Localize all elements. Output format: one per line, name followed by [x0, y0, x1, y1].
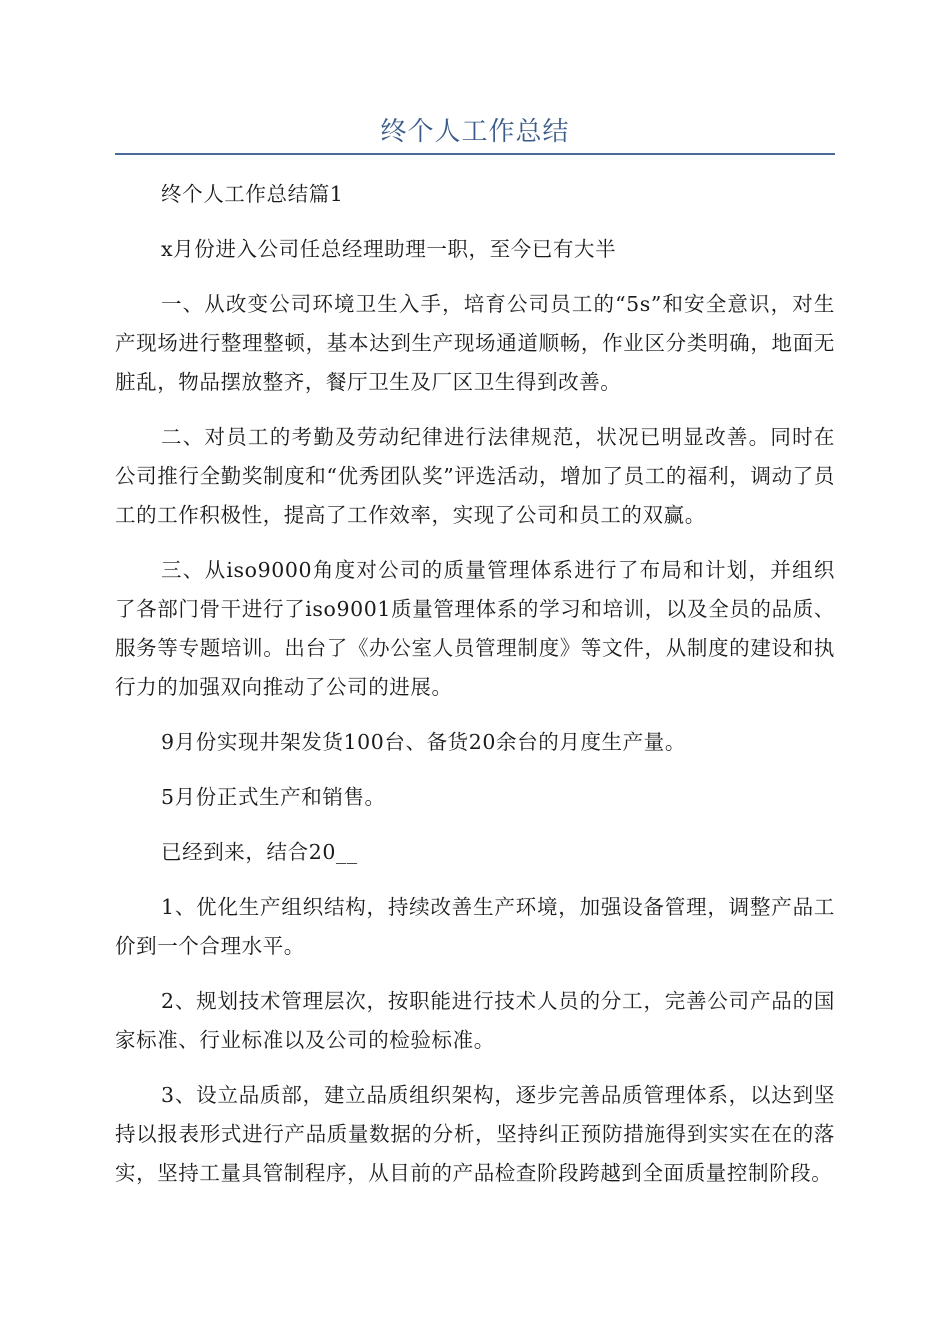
paragraph: 已经到来，结合20__	[161, 840, 358, 864]
title-underline	[115, 153, 835, 155]
paragraph: x月份进入公司任总经理助理一职，至今已有大半	[161, 237, 617, 261]
paragraph: 二、对员工的考勤及劳动纪律进行法律规范，状况已明显改善。同时在公司推行全勤奖制度和“优秀团队奖”评选活动，增加了员工的福利，调动了员工的工作积极性，提高了工作效率，实现了公司和员工的双赢。	[115, 425, 835, 527]
paragraph: 5月份正式生产和销售。	[161, 785, 386, 809]
list-item: 2、规划技术管理层次，按职能进行技术人员的分工，完善公司产品的国家标准、行业标准以及公司的检验标准。	[115, 989, 835, 1052]
list-item: 1、优化生产组织结构，持续改善生产环境，加强设备管理，调整产品工价到一个合理水平。	[115, 895, 835, 958]
paragraph: 三、从iso9000角度对公司的质量管理体系进行了布局和计划，并组织了各部门骨干进行了iso9001质量管理体系的学习和培训，以及全员的品质、服务等专题培训。出台了《办公室人员管理制度》等文件，从制度的建设和执行力的加强双向推动了公司的进展。	[115, 558, 835, 699]
section-heading: 终个人工作总结篇1	[161, 182, 344, 206]
paragraph: 一、从改变公司环境卫生入手，培育公司员工的“5s”和安全意识，对生产现场进行整理整顿，基本达到生产现场通道顺畅，作业区分类明确，地面无脏乱，物品摆放整齐，餐厅卫生及厂区卫生得到改善。	[115, 292, 835, 394]
paragraph: 9月份实现井架发货100台、备货20余台的月度生产量。	[161, 730, 686, 754]
document-title: 终个人工作总结	[380, 117, 570, 147]
list-item: 3、设立品质部，建立品质组织架构，逐步完善品质管理体系，以达到坚持以报表形式进行产品质量数据的分析，坚持纠正预防措施得到实实在在的落实，坚持工量具管制程序，从目前的产品检查阶段跨越到全面质量控制阶段。	[115, 1083, 835, 1185]
document-body	[115, 175, 835, 1209]
